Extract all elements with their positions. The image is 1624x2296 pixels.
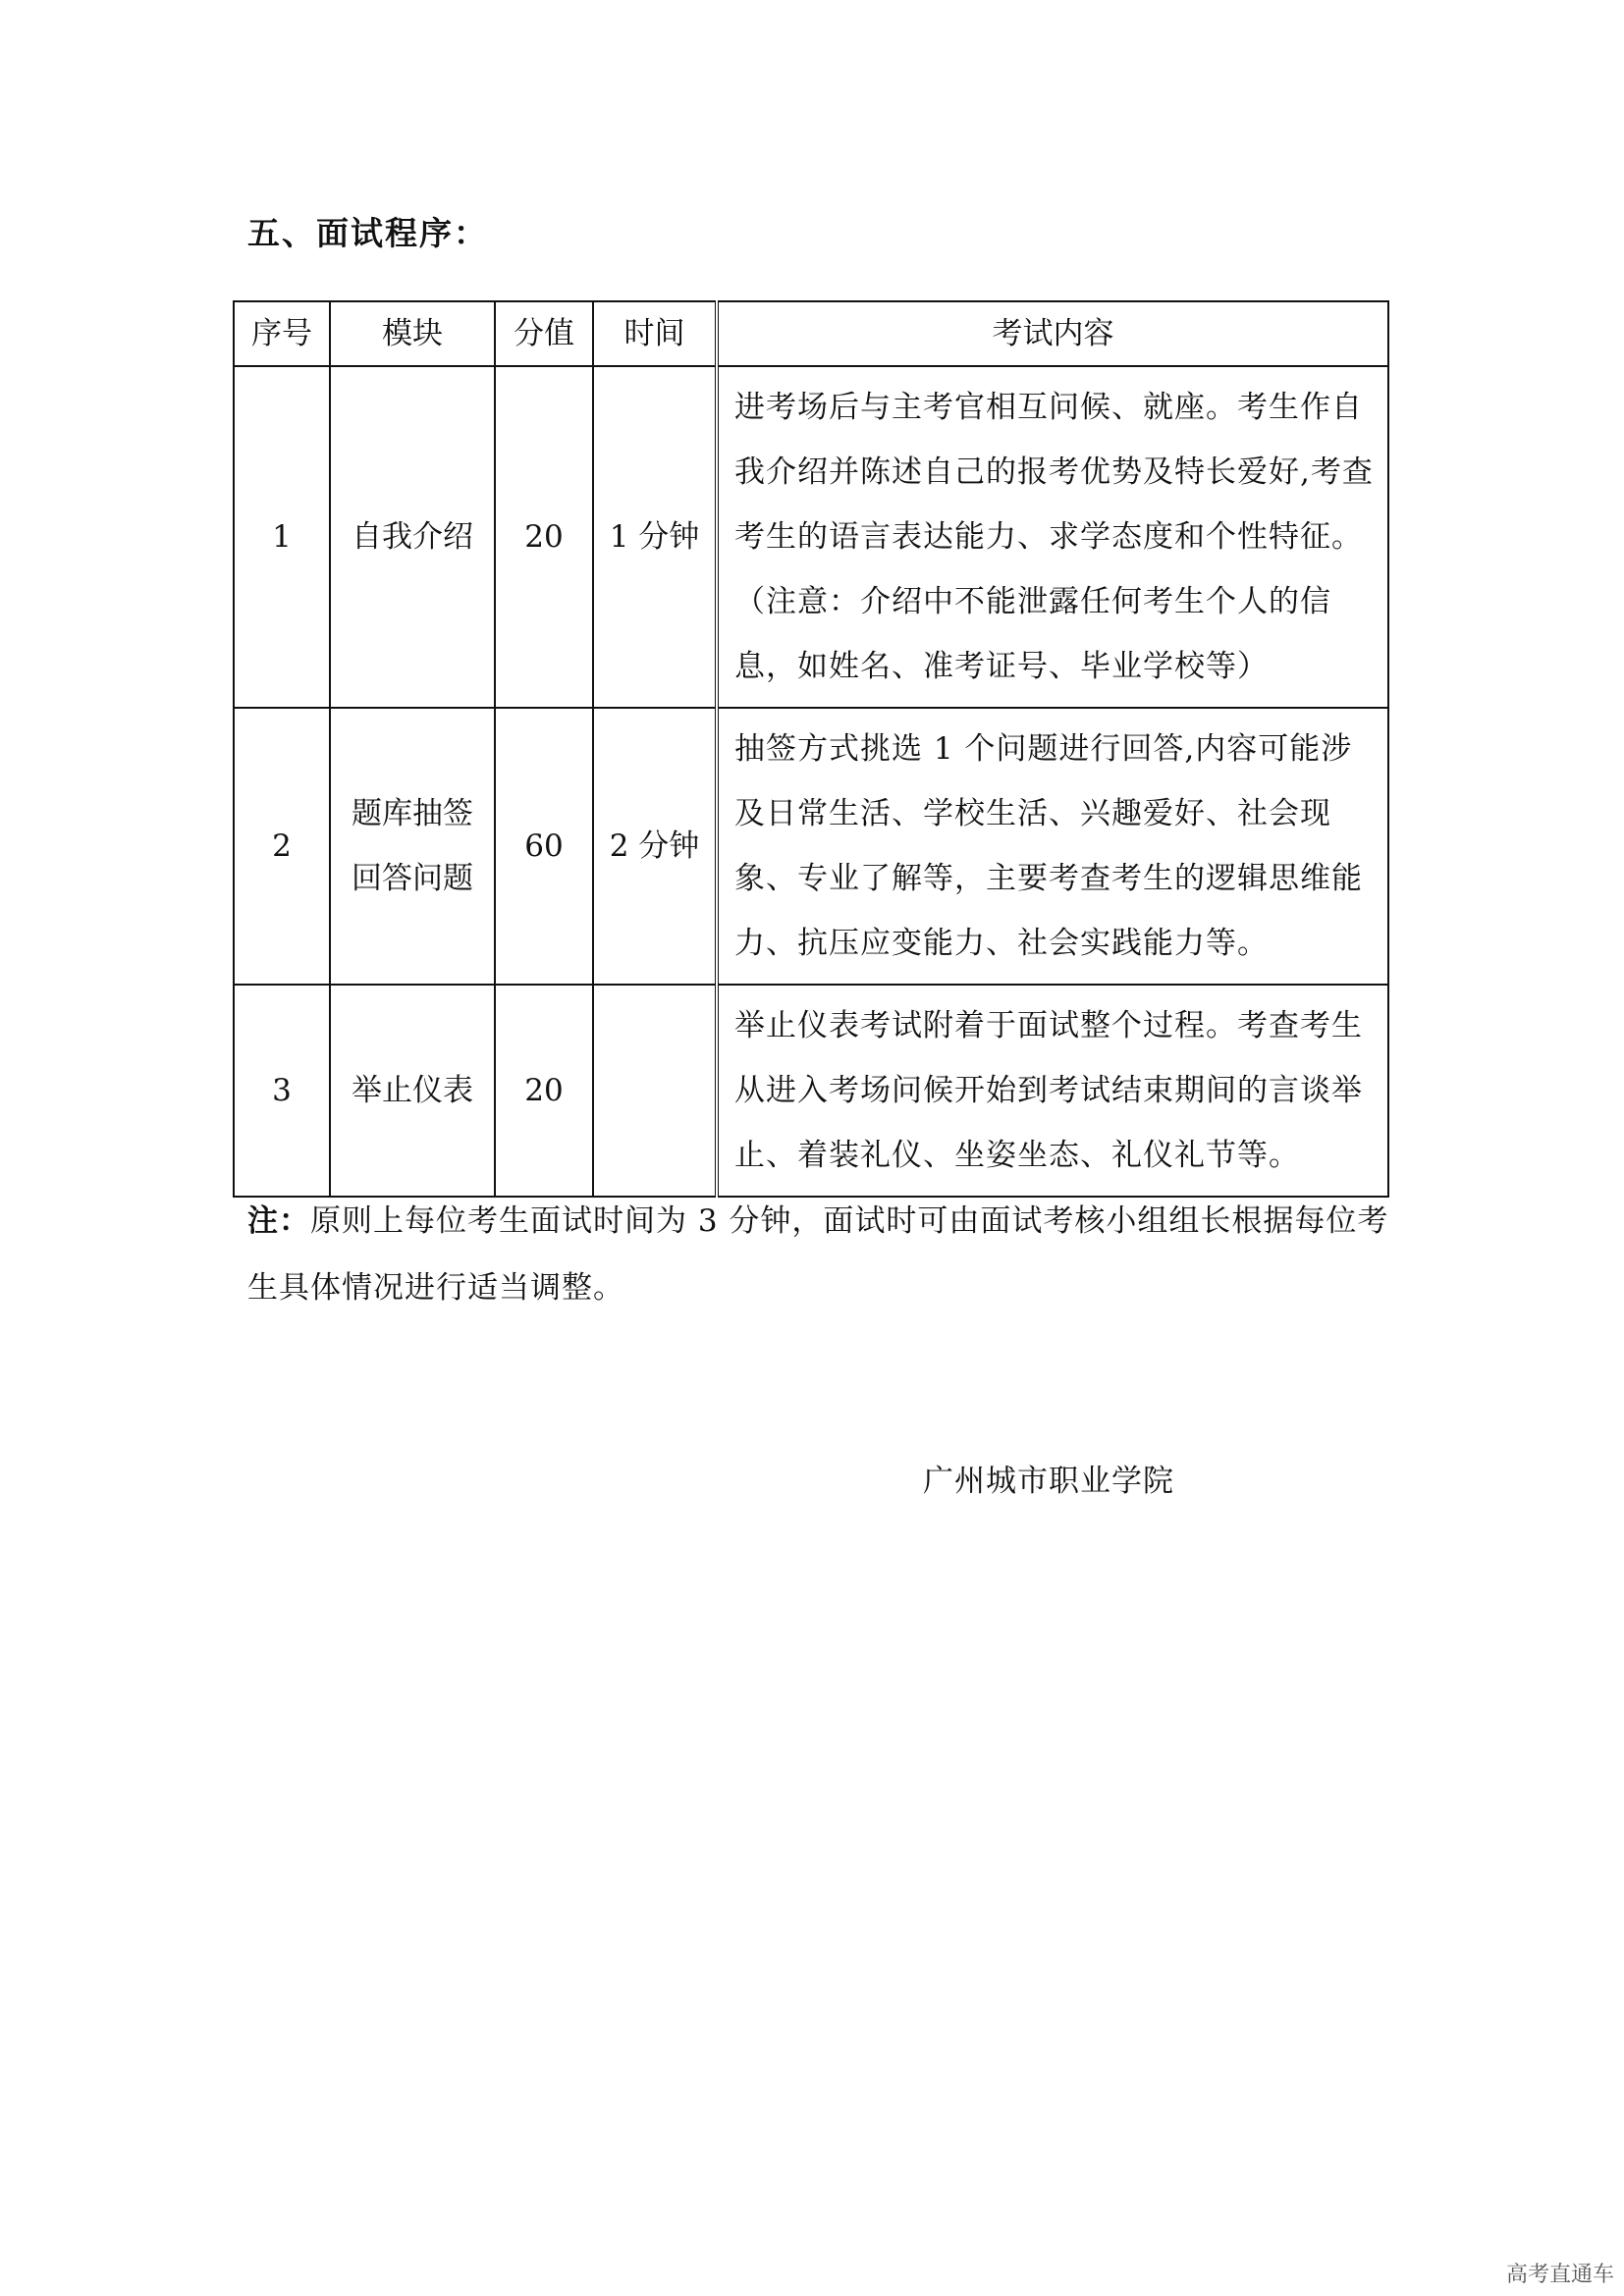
- interview-procedure-table: [233, 300, 1389, 1198]
- institution-signature: 广州城市职业学院: [923, 1464, 1174, 1499]
- row-score: 60: [495, 708, 593, 985]
- watermark: 高考直通车: [1505, 2263, 1614, 2287]
- header-score: 分值: [495, 301, 593, 366]
- note-label: 注：: [247, 1203, 310, 1239]
- module-line: 回答问题: [352, 861, 473, 896]
- row-time: [593, 985, 717, 1197]
- row-content: 抽签方式挑选 1 个问题进行回答,内容可能涉及日常生活、学校生活、兴趣爱好、社会现象、专业了解等，主要考查考生的逻辑思维能力、抗压应变能力、社会实践能力等。: [717, 708, 1388, 985]
- header-index: 序号: [234, 301, 330, 366]
- header-content: 考试内容: [717, 301, 1388, 366]
- row-index: 2: [234, 708, 330, 985]
- row-content: 进考场后与主考官相互问候、就座。考生作自我介绍并陈述自己的报考优势及特长爱好,考查考生的语言表达能力、求学态度和个性特征。（注意：介绍中不能泄露任何考生个人的信息，如姓名、准考证号、毕业学校等）: [717, 366, 1388, 708]
- table-row: [234, 985, 1388, 1197]
- row-time: 2 分钟: [593, 708, 717, 985]
- row-module: [330, 985, 495, 1197]
- row-module: [330, 366, 495, 708]
- header-module: 模块: [330, 301, 495, 366]
- row-score: 20: [495, 366, 593, 708]
- table-row: [234, 708, 1388, 985]
- footnote: [247, 1188, 1396, 1321]
- header-time: 时间: [593, 301, 717, 366]
- module-line: 举止仪表: [352, 1073, 473, 1108]
- module-line: 自我介绍: [352, 519, 473, 555]
- row-score: 20: [495, 985, 593, 1197]
- section-title: 五、面试程序：: [247, 214, 488, 252]
- table-row: [234, 366, 1388, 708]
- row-index: 3: [234, 985, 330, 1197]
- row-module: [330, 708, 495, 985]
- note-text: 原则上每位考生面试时间为 3 分钟，面试时可由面试考核小组组长根据每位考生具体情况进行适当调整。: [247, 1203, 1389, 1306]
- row-index: 1: [234, 366, 330, 708]
- module-line: 题库抽签: [352, 796, 473, 831]
- row-time: 1 分钟: [593, 366, 717, 708]
- table-header-row: [234, 301, 1388, 366]
- row-content: 举止仪表考试附着于面试整个过程。考查考生从进入考场问候开始到考试结束期间的言谈举止、着装礼仪、坐姿坐态、礼仪礼节等。: [717, 985, 1388, 1197]
